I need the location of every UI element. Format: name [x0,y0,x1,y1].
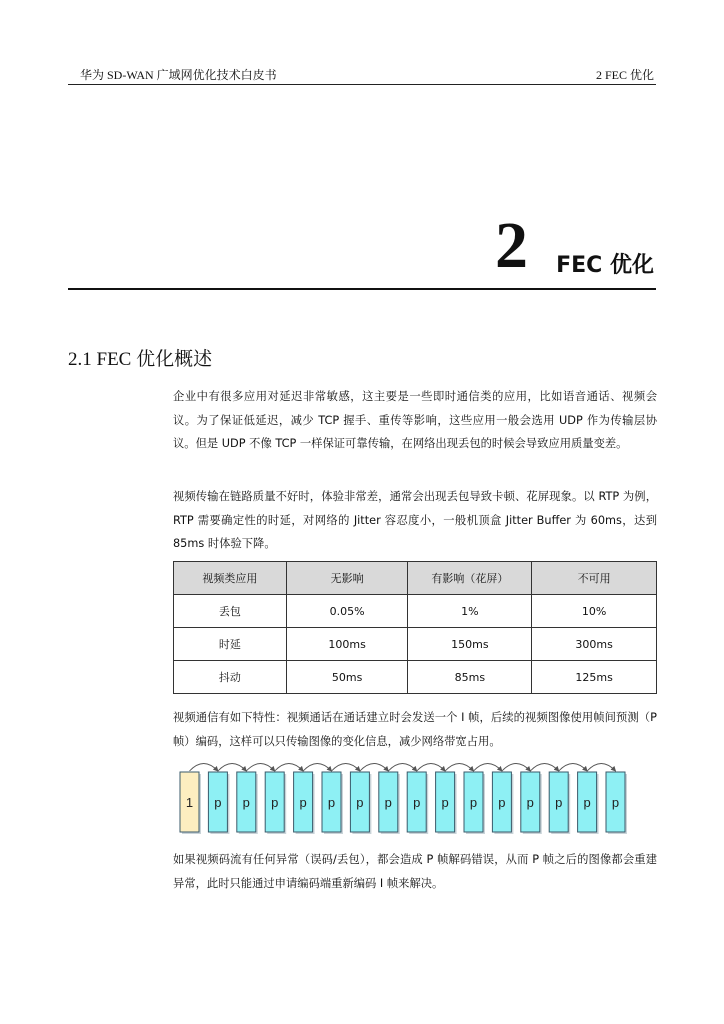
frame-label: p [299,795,307,810]
table-header-cell: 无影响 [286,562,408,595]
prediction-arrow [246,764,274,772]
p-frame [208,772,229,834]
i-frame [180,772,201,834]
prediction-arrow [388,764,416,772]
frame-label: p [583,795,591,810]
prediction-arrow [360,764,388,772]
frame-label: p [356,795,364,810]
paragraph-video-frames: 视频通信有如下特性：视频通话在通话建立时会发送一个 I 帧，后续的视频图像使用帧间预测（P 帧）编码，这样可以只传输图像的变化信息，减少网络带宽占用。 [173,711,657,748]
header-chapter-title: 2 FEC 优化 [595,68,654,82]
frame-label: p [271,795,279,810]
section-title: 2.1 FEC 优化概述 [68,349,213,370]
frame-label: p [242,795,250,810]
p-frame [350,772,371,834]
table-header-cell: 视频类应用 [174,562,287,595]
prediction-arrow [587,764,615,772]
p-frame [407,772,428,834]
video-quality-table [173,561,657,694]
table-header-row [174,562,657,595]
table-row [174,595,657,628]
table-cell: 1% [408,595,532,628]
frame-label: p [469,795,478,810]
paragraph-latency-sensitive-apps: 企业中有很多应用对延迟非常敏感，这主要是一些即时通信类的应用，比如语音通话、视频会议。为了保证低延迟，减少 TCP 握手、重传等影响，这些应用一般会选用 UDP 作为传输层协议。但是 UDP 不像 TCP 一样保证可靠传输，在网络出现丢包的时候会导致应用质量变差。 [173,390,657,450]
prediction-arrow [445,764,473,772]
frame-label: p [526,795,534,810]
prediction-arrow [559,764,587,772]
table-cell: 50ms [286,661,408,694]
p-frame [521,772,542,834]
p-frame [492,772,513,834]
chapter-title: FEC 优化 [556,253,654,278]
table-cell: 丢包 [174,595,287,628]
prediction-arrow [417,764,445,772]
prediction-arrow [303,764,331,772]
paragraph-frame-errors: 如果视频码流有任何异常（误码/丢包），都会造成 P 帧解码错误，从而 P 帧之后的图像都会重建异常，此时只能通过申请编码端重新编码 I 帧来解决。 [173,853,657,890]
chapter-number: 2 [495,209,528,282]
table-cell: 时延 [174,628,287,661]
p-frame [578,772,599,834]
p-frame [294,772,315,834]
prediction-arrow [474,764,502,772]
p-frame [237,772,258,834]
prediction-arrow [218,764,246,772]
prediction-arrow [502,764,530,772]
table-cell: 100ms [286,628,408,661]
table-cell: 125ms [532,661,657,694]
table-cell: 150ms [408,628,532,661]
frame-label: 1 [185,795,194,810]
table-row [174,661,657,694]
p-frame [436,772,457,834]
frame-label: p [384,795,392,810]
prediction-arrow [530,764,558,772]
table-cell: 10% [532,595,657,628]
p-frame [606,772,627,834]
chapter-heading [68,210,656,290]
table-cell: 0.05% [286,595,408,628]
frame-label: p [611,795,620,810]
table-header-cell: 有影响（花屏） [408,562,532,595]
frame-label: p [498,795,506,810]
table-header-cell: 不可用 [532,562,657,595]
frame-label: p [214,795,222,810]
prediction-arrow [190,764,218,772]
p-frame [379,772,400,834]
paragraph-video-transmission: 视频传输在链路质量不好时，体验非常差，通常会出现丢包导致卡顿、花屏现象。以 RTP 为例，RTP 需要确定性的时延，对网络的 Jitter 容忍度小，一般机顶盒 Jitter Buffer 为 60ms，达到 85ms 时体验下降。 [173,490,657,550]
table-cell: 抖动 [174,661,287,694]
p-frame [464,772,485,834]
prediction-arrow [332,764,360,772]
table-cell: 85ms [408,661,532,694]
p-frame [322,772,343,834]
frame-label: p [413,795,421,810]
page-header [68,62,656,85]
frame-label: p [327,795,336,810]
table-cell: 300ms [532,628,657,661]
frame-sequence-diagram [178,755,638,840]
p-frame [265,772,286,834]
prediction-arrow [275,764,303,772]
frame-label: p [555,795,563,810]
p-frame [549,772,570,834]
table-row [174,628,657,661]
header-document-title: 华为 SD-WAN 广域网优化技术白皮书 [80,68,277,82]
frame-label: p [441,795,449,810]
